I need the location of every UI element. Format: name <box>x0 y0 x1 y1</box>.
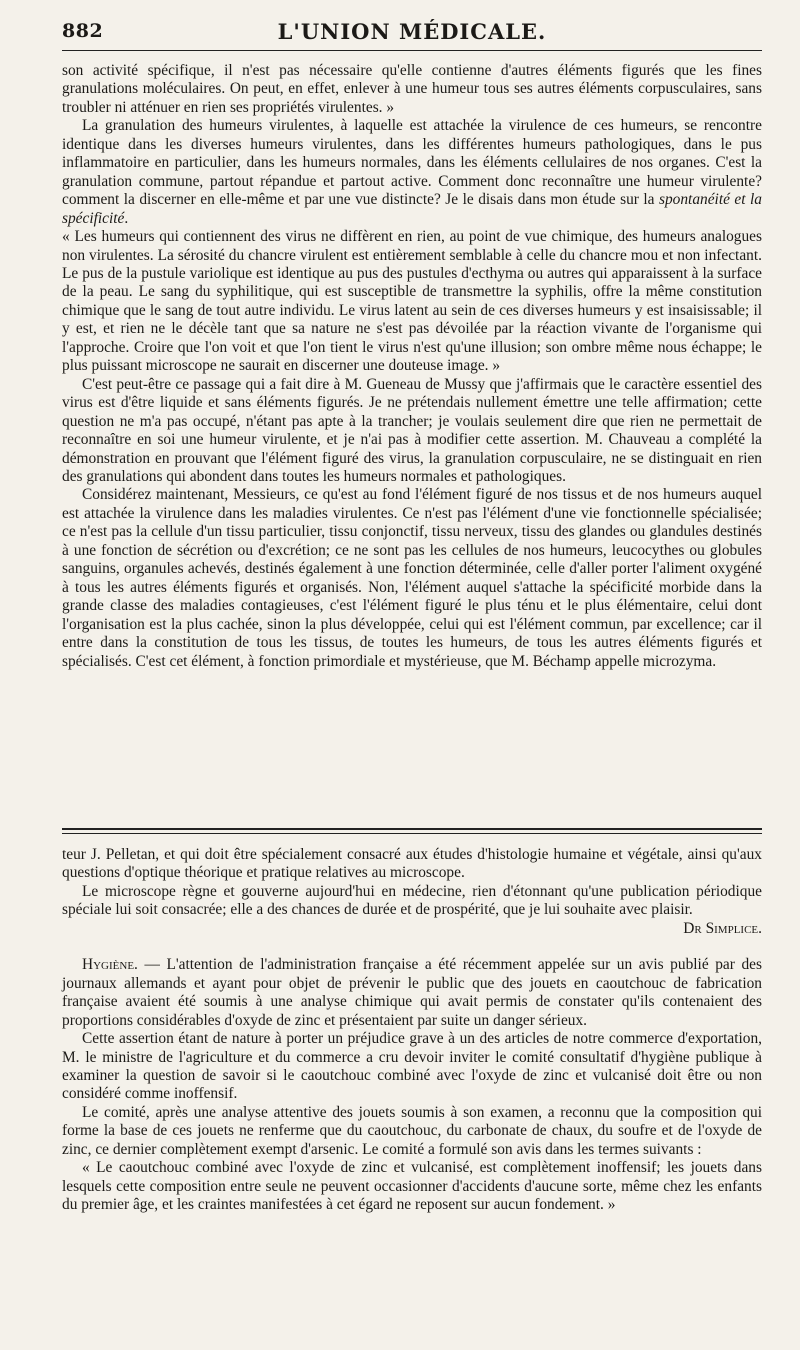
lower-feuilleton <box>62 846 762 1215</box>
paragraph: son activité spécifique, il n'est pas nécessaire qu'elle contienne d'autres éléments figurés que les fines granulations moléculaires. On peut, en effet, enlever à une humeur tous ses autres éléments corpusculaires, sans troubler ni atténuer en rien ses propriétés virulentes. » <box>62 62 762 116</box>
header-rule <box>62 50 762 51</box>
paragraph: Cette assertion étant de nature à porter un préjudice grave à un des articles de notre commerce d'exportation, M. le ministre de l'agriculture et du commerce a cru devoir inviter le comité consultatif d'hygiène publique à examiner la question de savoir si le caoutchouc combiné avec l'oxyde de zinc et vulcanisé doit être ou non considéré comme inoffensif. <box>62 1030 762 1103</box>
running-title: L'UNION MÉDICALE. <box>277 18 547 44</box>
page-header <box>62 14 762 48</box>
paragraph: Hygiène. — L'attention de l'administration française a été récemment appelée sur un avis publié par des journaux allemands et ayant pour objet de prévenir le public que des jouets en caoutchouc de fabrication française avaient été soumis à une analyse chimique qui avait permis de constater qu'ils contenaient des proportions considérables d'oxyde de zinc et présentaient par suite un danger sérieux. <box>62 956 762 1029</box>
paragraph: C'est peut-être ce passage qui a fait dire à M. Gueneau de Mussy que j'affirmais que le caractère essentiel des virus est d'être liquide et sans éléments figurés. Je ne prétendais nullement émettre une telle affirmation; cette question ne m'a pas occupé, n'étant pas apte à la trancher; je voulais seulement dire que rien ne permettait de reconnaître en soi une humeur virulente, et je n'ai pas à modifier cette assertion. M. Chauveau a complété la démonstration en prouvant que l'élément figuré des virus, la granulation corpusculaire, ne se distinguait en rien des granulations qui abondent dans toutes les humeurs normales et pathologiques. <box>62 375 762 485</box>
upper-article <box>62 62 762 671</box>
paragraph: Considérez maintenant, Messieurs, ce qu'est au fond l'élément figuré de nos tissus et de nos humeurs auquel est attachée la virulence dans les maladies virulentes. Ce n'est pas l'élément d'une vie fonctionnelle spécialisée; ce n'est pas la cellule d'un tissu particulier, tissu conjonctif, tissu nerveux, tissu des glandes ou glandules destinés à une fonction de sécrétion ou d'excrétion; ce ne sont pas les cellules de nos humeurs, leucocythes ou globules sanguins, organules achevés, destinés également à une fonction déterminée, celle d'aller porter l'aliment oxygéné à tous les autres éléments figurés et organisés. Non, l'élément auquel s'attache la spécificité morbide dans la grande classe des maladies contagieuses, c'est l'élément figuré le plus ténu et le plus élémentaire, celui dont l'organisation est la plus cachée, sinon la plus développée, celui qui est l'élément commun, par excellence; car il entre dans la constitution de tous les tissus, de toutes les humeurs, de tous les autres éléments figurés et spécialisés. C'est cet élément, à fonction primordiale et mystérieuse, que M. Béchamp appelle microzyma. <box>62 486 762 670</box>
paragraph: La granulation des humeurs virulentes, à laquelle est attachée la virulence de ces humeurs, se rencontre identique dans les diverses humeurs virulentes, dans les différentes humeurs pathologiques, dans le pus inflammatoire en particulier, dans les humeurs normales, dans les éléments cellulaires de nos organes. C'est la granulation commune, partout répandue et partout active. Comment donc reconnaître une humeur virulente? comment la discerner en elle-même et par une vue distincte? Je le disais dans mon étude sur la spontanéité et la spécificité. <box>62 117 762 227</box>
paragraph: teur J. Pelletan, et qui doit être spécialement consacré aux études d'histologie humaine et végétale, ainsi qu'aux questions d'optique théorique et pratique relatives au microscope. <box>62 846 762 882</box>
page-number: 882 <box>62 20 104 42</box>
quotation-paragraph: « Les humeurs qui contiennent des virus ne diffèrent en rien, au point de vue chimique, des humeurs analogues non virulentes. La sérosité du chancre virulent est entièrement semblable à celle du chancre mou et non infectant. Le pus de la pustule variolique est identique au pus des pustules d'ecthyma ou autres qui apparaissent à la surface de la peau. Le sang du syphilitique, qui est susceptible de transmettre la syphilis, offre la même constitution chimique que le sang de tout autre individu. Le virus latent au sein de ces diverses humeurs y est insaisissable; il y est, et rien ne le décèle tant que sa nature ne s'est pas dévoilée par la réaction vivante de l'organisme qui l'approche. Croire que l'on voit et que l'on tient le virus n'est qu'une illusion; son ombre même nous échappe; le plus puissant microscope ne saurait en discerner une douteuse image. » <box>62 228 762 375</box>
quotation-paragraph: « Le caoutchouc combiné avec l'oxyde de zinc et vulcanisé, est complètement inoffensif; les jouets dans lesquels cette composition entre seule ne peuvent occasionner d'accidents d'aucune sorte, même chez les enfants du premier âge, et les craintes manifestées à cet égard ne reposent sur aucun fondement. » <box>62 1159 762 1214</box>
section-divider <box>62 828 762 834</box>
author-signature: Dr Simplice. <box>683 919 762 937</box>
italic-phrase: spontanéité et la spécificité <box>62 191 762 227</box>
paragraph: Le comité, après une analyse attentive des jouets soumis à son examen, a reconnu que la composition qui forme la base de ces jouets ne renferme que du caoutchouc, du carbonate de chaux, du soufre et de l'oxyde de zinc, ce dernier complètement exempt d'arsenic. Le comité a formulé son avis dans les termes suivants : <box>62 1103 762 1158</box>
paragraph: Le microscope règne et gouverne aujourd'hui en médecine, rien d'étonnant qu'une publication périodique spéciale lui soit consacrée; elle a des chances de durée et de prospérité, que je lui souhaite avec plaisir. Dr Simplice. <box>62 882 762 937</box>
section-heading: Hygiène. <box>82 956 138 974</box>
